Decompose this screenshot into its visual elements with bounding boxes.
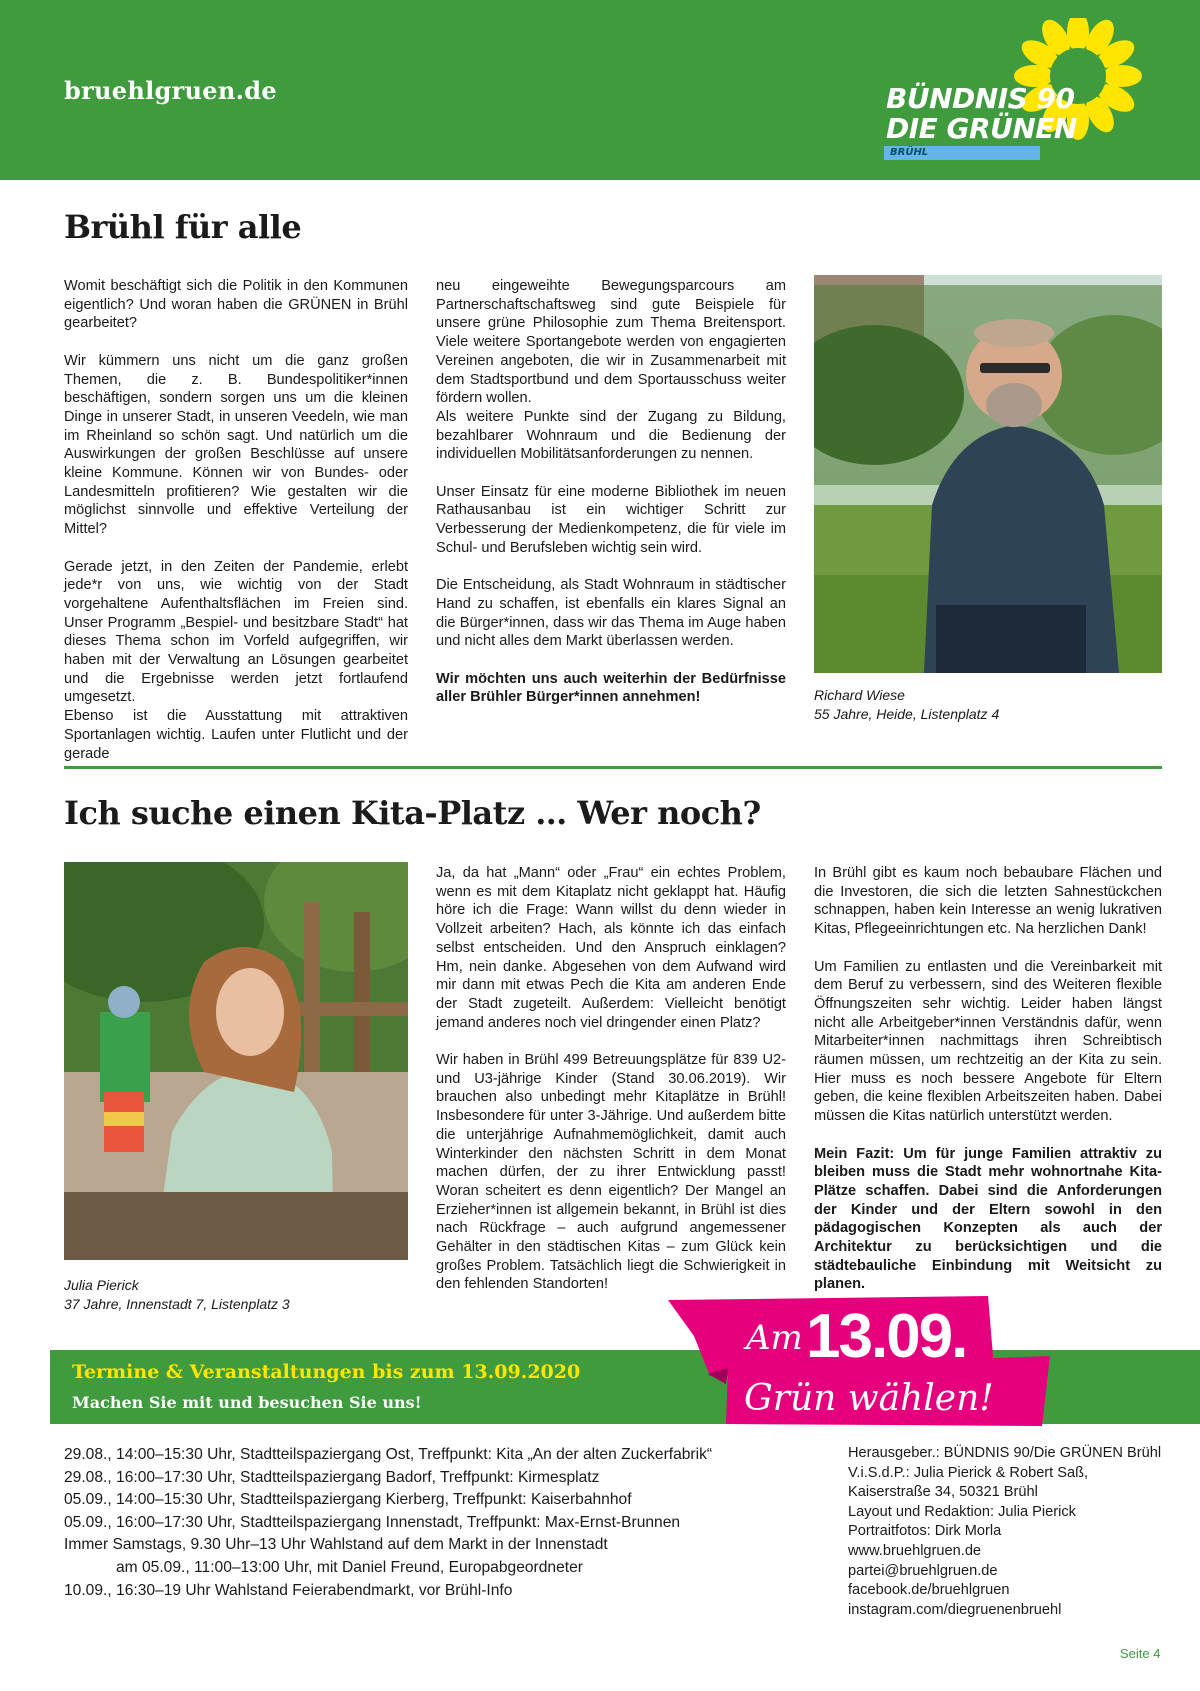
paragraph: Um Familien zu entlasten und die Vereinbarkeit mit dem Beruf zu verbessern, sind des Weiteren flexible Öffnungszeiten sehr wichtig. Leider haben längst nicht alle Arbeitgeber*innen Verständnis dafür, wenn Mitarbeiter*innen nachmittags ihren Schreibtisch räumen müssen, um rechtzeitig an der Kita zu sein. Hier muss es noch bessere Angebote für Eltern geben, die keine flexiblen Arbeitszeiten haben. Dabei müssen die Kitas natürlich unterstützt werden. (814, 958, 1162, 1125)
paragraph: Womit beschäftigt sich die Politik in den Kommunen eigentlich? Und woran haben die GRÜNEN in Brühl gearbeitet? (64, 278, 408, 332)
event-item: 29.08., 14:00–15:30 Uhr, Stadtteilspaziergang Ost, Treffpunkt: Kita „An der alten Zuckerfabrik“ (64, 1446, 713, 1463)
logo-line-2: DIE GRÜNEN (886, 112, 1077, 145)
facebook-link[interactable]: facebook.de/bruehlgruen (848, 1582, 1010, 1599)
website-link[interactable]: www.bruehlgruen.de (848, 1542, 982, 1559)
conclusion: Mein Fazit: Um für junge Familien attraktiv zu bleiben muss die Stadt mehr wohnortnahe Kita-Plätze schaffen. Dabei sind die Anforderungen der Kinder und der Eltern sowohl in den pädagogischen Konzepten als auch der Architektur zu berücksichtigen und die städtebauliche Einbindung mit Weitsicht zu planen. (814, 1145, 1162, 1293)
site-url[interactable]: bruehlgruen.de (64, 76, 277, 105)
event-item: 10.09., 16:30–19 Uhr Wahlstand Feierabendmarkt, vor Brühl-Info (64, 1581, 513, 1599)
portrait-richard-wiese (814, 275, 1162, 673)
caption-details: 55 Jahre, Heide, Listenplatz 4 (814, 706, 1000, 722)
imprint-line: Kaiserstraße 34, 50321 Brühl (848, 1484, 1038, 1501)
paragraph: Ebenso ist die Ausstattung mit attraktiven Sportanlagen wichtig. Laufen unter Flutlicht und der gerade (64, 708, 408, 762)
event-item: Immer Samstags, 9.30 Uhr–13 Uhr Wahlstand auf dem Markt in der Innenstadt (64, 1536, 608, 1554)
article1-column-2 (436, 277, 786, 707)
header-bar (0, 0, 1200, 180)
article2-title: Ich suche einen Kita-Platz … Wer noch? (64, 794, 761, 832)
party-logo (876, 18, 1146, 168)
article2-column-3 (814, 864, 1162, 1294)
email-link[interactable]: partei@bruehlgruen.de (848, 1562, 998, 1579)
paragraph: In Brühl gibt es kaum noch bebaubare Flächen und die Investoren, die sich die letzten Sahnestückchen schnappen, haben kein Interesse an wenig lukrativen Kitas, Pflegeeinrichtungen etc. Na herzlichen Dank! (814, 865, 1162, 938)
article1-column-1 (64, 277, 408, 763)
imprint-line: Layout und Redaktion: Julia Pierick (848, 1503, 1076, 1520)
event-item: 05.09., 16:00–17:30 Uhr, Stadtteilspaziergang Innenstadt, Treffpunkt: Max-Ernst-Brunnen (64, 1513, 681, 1531)
paragraph: Gerade jetzt, in den Zeiten der Pandemie, erlebt jede*r von uns, wie wichtig von der Stadt vorgehaltene Aufenthaltsflächen im Freien sind. Unser Programm „Bespiel- und besitzbare Stadt“ hat dieses Thema schon im Vorfeld aufgegriffen, wir haben mit der Verwaltung an Lösungen gearbeitet und die Ergebnisse werden jetzt fortlaufend umgesetzt. (64, 558, 408, 706)
article1-title: Brühl für alle (64, 208, 302, 246)
events-title: Termine & Veranstaltungen bis zum 13.09.2020 (72, 1361, 581, 1383)
paragraph: Wir kümmern uns nicht um die ganz großen Themen, die z. B. Bundespolitiker*innen beschäftigen, sondern sorgen uns um die kleinen Dinge in unserer Stadt, in unseren Veedeln, wie man im Rheinland so schön sagt. Und natürlich um die Auswirkungen der großen Beschlüsse auf unsere kleine Kommune. Können wir von Bundes- oder Landesmitteln profitieren? Wie gestalten wir die möglichst sinnvolle und effektive Verteilung der Mittel? (64, 352, 408, 538)
section-divider (64, 766, 1162, 769)
photo-caption-richard (814, 686, 1114, 724)
page-number: Seite 4 (1120, 1646, 1161, 1661)
closing-statement: Wir möchten uns auch weiterhin der Bedürfnisse aller Brühler Bürger*innen annehmen! (436, 670, 786, 706)
imprint-line: Portraitfotos: Dirk Morla (848, 1523, 1002, 1540)
events-subtitle: Machen Sie mit und besuchen Sie uns! (72, 1393, 422, 1412)
article2-column-2 (436, 864, 786, 1294)
event-item: am 05.09., 11:00–13:00 Uhr, mit Daniel Freund, Europabgeordneter (116, 1558, 583, 1576)
paragraph: Ja, da hat „Mann“ oder „Frau“ ein echtes Problem, wenn es mit dem Kitaplatz nicht geklappt hat. Häufig höre ich die Frage: Wann willst du denn wieder in Vollzeit arbeiten? Hach, als könnte ich das einfach selbst entscheiden. Und den Anspruch einklagen? Hm, nein danke. Abgesehen von dem Aufwand wird mir dann mit etwas Pech die Kita am anderen Ende der Stadt zugeteilt. Außerdem: Vielleicht benötigt jemand anderes noch viel dringender einen Platz? (436, 865, 786, 1031)
imprint-line: Herausgeber.: BÜNDNIS 90/Die GRÜNEN Brühl (848, 1445, 1162, 1461)
logo-city-bar: BRÜHL (884, 146, 1040, 160)
instagram-link[interactable]: instagram.com/diegruenenbruehl (848, 1601, 1062, 1618)
paragraph: neu eingeweihte Bewegungsparcours am Partnerschaftschaftsweg sind gute Beispiele für unsere grüne Philosophie zum Thema Breitensport. Viele weitere Sportangebote werden von engagierten Vereinen angeboten, die wir in Zusammenarbeit mit dem Stadtsportbund und dem Sportausschuss weiter fördern wollen. (436, 278, 786, 407)
event-item: 05.09., 14:00–15:30 Uhr, Stadtteilspaziergang Kierberg, Treffpunkt: Kaiserbahnhof (64, 1491, 632, 1509)
paragraph: Die Entscheidung, als Stadt Wohnraum in städtischer Hand zu schaffen, ist ebenfalls ein klares Signal an die Bürger*innen, dass wir das Thema im Auge haben und nicht alles dem Markt überlassen werden. (436, 577, 786, 650)
paragraph: Unser Einsatz für eine moderne Bibliothek im neuen Rathausanbau ist ein wichtiger Schritt zur Verbesserung der Medienkompetenz, die für viele im Schul- und Berufsleben wichtig sein wird. (436, 483, 786, 556)
caption-name: Julia Pierick (64, 1277, 139, 1293)
imprint-line: V.i.S.d.P.: Julia Pierick & Robert Saß, (848, 1464, 1089, 1481)
events-list (64, 1444, 712, 1602)
portrait-julia-pierick (64, 862, 408, 1260)
paragraph: Als weitere Punkte sind der Zugang zu Bildung, bezahlbarer Wohnraum und die Bedienung der individuellen Mobilitätsanforderungen zu nennen. (436, 408, 786, 463)
banner-slogan: Grün wählen! (744, 1378, 994, 1419)
imprint (848, 1444, 1161, 1620)
photo-caption-julia (64, 1276, 404, 1314)
banner-am: Am (746, 1318, 803, 1358)
logo-line-1: BÜNDNIS 90 (886, 82, 1075, 115)
banner-date: 13.09. (806, 1302, 967, 1371)
event-item: 29.08., 16:00–17:30 Uhr, Stadtteilspaziergang Badorf, Treffpunkt: Kirmesplatz (64, 1468, 600, 1486)
caption-details: 37 Jahre, Innenstadt 7, Listenplatz 3 (64, 1296, 290, 1312)
caption-name: Richard Wiese (814, 687, 905, 703)
paragraph: Wir haben in Brühl 499 Betreuungsplätze für 839 U2- und U3-jährige Kinder (Stand 30.06.2019). Wir brauchen also unbedingt mehr Kitaplätze in Brühl! Insbesondere für unter 3-Jährige. Und außerdem bitte die unterjährige Aufnahmemöglichkeit, damit auch Winterkinder den nächsten Schritt in dem Monat machen dürfen, der zu ihrer Entwicklung passt! Woran scheitert es denn eigentlich? Der Mangel an Erzieher*innen ist allgemein bekannt, in Brühl ist dies nach Rückfrage – auch aufgrund angemessener Gehälter in den städtischen Kitas – zum Glück kein großes Problem. Tatsächlich liegt die Schwierigkeit in den fehlenden Standorten! (436, 1052, 786, 1293)
